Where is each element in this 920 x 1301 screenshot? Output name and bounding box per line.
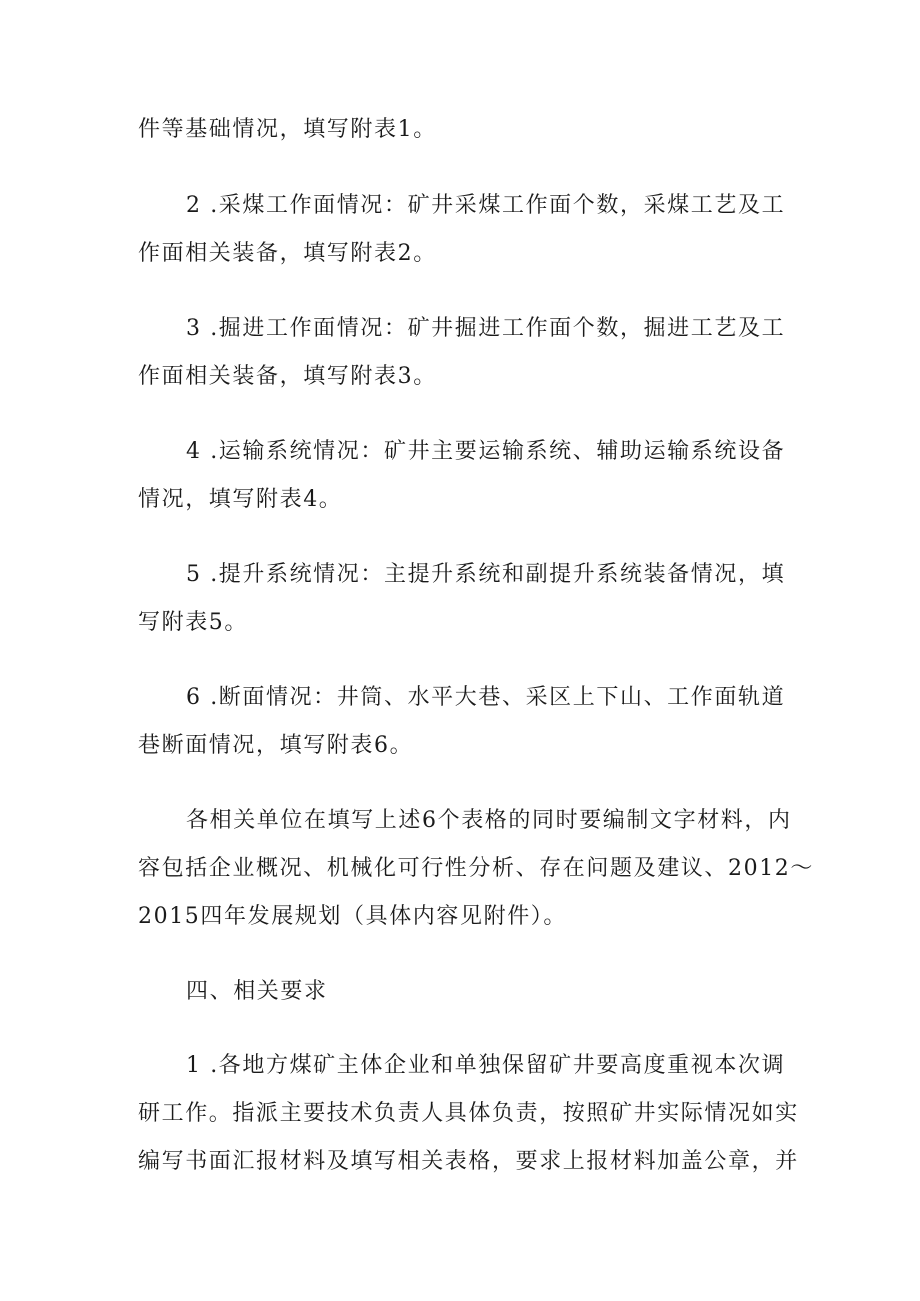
text-line: 作面相关装备，填写附表2。	[138, 241, 437, 266]
text-line: 件等基础情况，填写附表1。	[138, 117, 437, 142]
text-line: 写附表5。	[138, 610, 248, 635]
text-line: 4 .运输系统情况：矿井主要运输系统、辅助运输系统设备	[186, 439, 786, 464]
text-line: 情况，填写附表4。	[138, 487, 343, 512]
text-line: 巷断面情况，填写附表6。	[138, 733, 414, 758]
text-line: 研工作。指派主要技术负责人具体负责，按照矿井实际情况如实	[138, 1101, 799, 1126]
text-line: 容包括企业概况、机械化可行性分析、存在问题及建议、2012～	[138, 856, 814, 881]
text-line: 1 .各地方煤矿主体企业和单独保留矿井要高度重视本次调	[186, 1053, 786, 1078]
text-line: 各相关单位在填写上述6个表格的同时要编制文字材料，内	[186, 808, 792, 833]
section-heading: 四、相关要求	[186, 979, 328, 1004]
text-line: 2 .采煤工作面情况：矿井采煤工作面个数，采煤工艺及工	[186, 193, 786, 218]
text-line: 5 .提升系统情况：主提升系统和副提升系统装备情况，填	[186, 562, 786, 587]
text-line: 3 .掘进工作面情况：矿井掘进工作面个数，掘进工艺及工	[186, 316, 786, 341]
text-line: 编写书面汇报材料及填写相关表格，要求上报材料加盖公章，并	[138, 1149, 799, 1174]
text-line: 2015四年发展规划（具体内容见附件）。	[138, 904, 567, 929]
text-line: 6 .断面情况：井筒、水平大巷、采区上下山、工作面轨道	[186, 685, 786, 710]
text-line: 作面相关装备，填写附表3。	[138, 364, 437, 389]
